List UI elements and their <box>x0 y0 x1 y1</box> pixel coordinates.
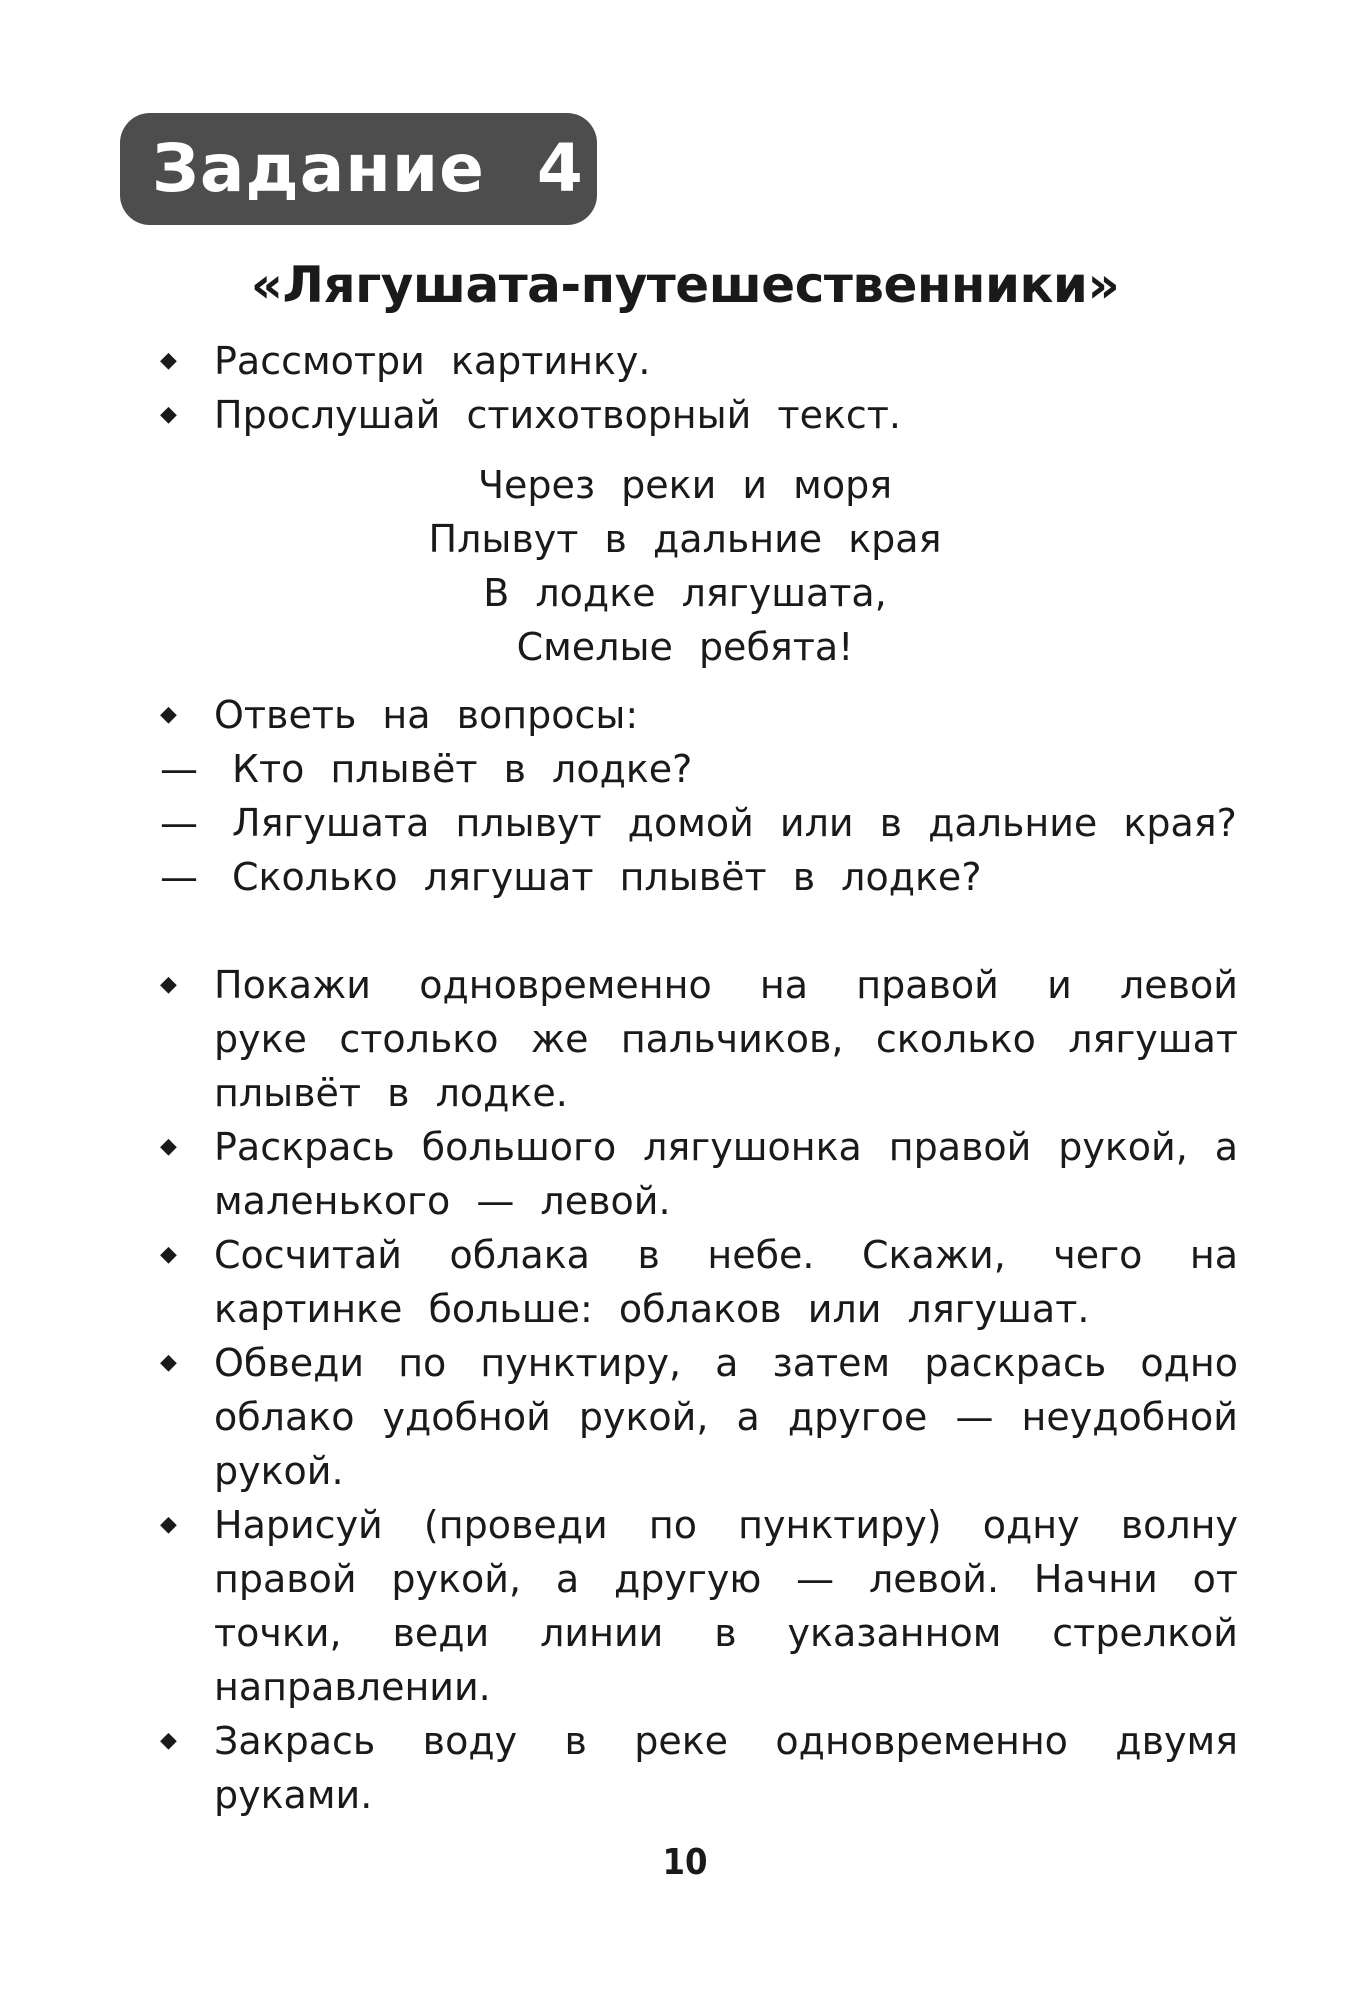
list-item: ◆ Сосчитай облака в небе. Скажи, чего на картинке больше: облаков или лягушат. <box>160 1228 1238 1336</box>
list-item: ◆ Обведи по пунктиру, а затем раскрась одно облако удобной рукой, а другое — неудобной рукой. <box>160 1336 1238 1498</box>
dash-mark: — <box>160 801 198 845</box>
list-item: ◆ Прослушай стихотворный текст. <box>160 388 1240 442</box>
dash-mark: — <box>160 855 198 899</box>
page-number: 10 <box>662 1842 708 1883</box>
task-label: Задание 4 <box>152 130 584 207</box>
question-item: — Лягушата плывут домой или в дальние края? <box>160 796 1240 850</box>
poem-line: В лодке лягушата, <box>483 571 887 615</box>
list-item: ◆ Покажи одновременно на правой и левой руке столько же пальчиков, сколько лягушат плывёт в лодке. <box>160 958 1238 1120</box>
diamond-bullet-icon: ◆ <box>160 702 177 727</box>
diamond-bullet-icon: ◆ <box>160 1242 177 1267</box>
tasks-list <box>160 958 1238 1822</box>
list-item: ◆ Рассмотри картинку. <box>160 334 1240 388</box>
poem <box>0 458 1370 674</box>
poem-line: Смелые ребята! <box>516 625 854 669</box>
diamond-bullet-icon: ◆ <box>160 402 177 427</box>
page-title: «Лягушата-путешественники» <box>250 256 1120 314</box>
task-badge <box>120 113 597 225</box>
poem-line: Через реки и моря <box>477 463 893 507</box>
questions-block <box>160 688 1240 904</box>
diamond-bullet-icon: ◆ <box>160 1350 177 1375</box>
diamond-bullet-icon: ◆ <box>160 348 177 373</box>
diamond-bullet-icon: ◆ <box>160 1512 177 1537</box>
diamond-bullet-icon: ◆ <box>160 1728 177 1753</box>
diamond-bullet-icon: ◆ <box>160 1134 177 1159</box>
dash-mark: — <box>160 747 198 791</box>
diamond-bullet-icon: ◆ <box>160 972 177 997</box>
poem-line: Плывут в дальние края <box>428 517 942 561</box>
questions-lead: ◆ Ответь на вопросы: <box>160 688 1240 742</box>
question-item: — Сколько лягушат плывёт в лодке? <box>160 850 1240 904</box>
intro-list <box>160 334 1240 442</box>
list-item: ◆ Закрась воду в реке одновременно двумя руками. <box>160 1714 1238 1822</box>
question-item: — Кто плывёт в лодке? <box>160 742 1240 796</box>
list-item: ◆ Нарисуй (проведи по пунктиру) одну волну правой рукой, а другую — левой. Начни от точки, веди линии в указанном стрелкой направлении. <box>160 1498 1238 1714</box>
list-item: ◆ Раскрась большого лягушонка правой рукой, а маленького — левой. <box>160 1120 1238 1228</box>
